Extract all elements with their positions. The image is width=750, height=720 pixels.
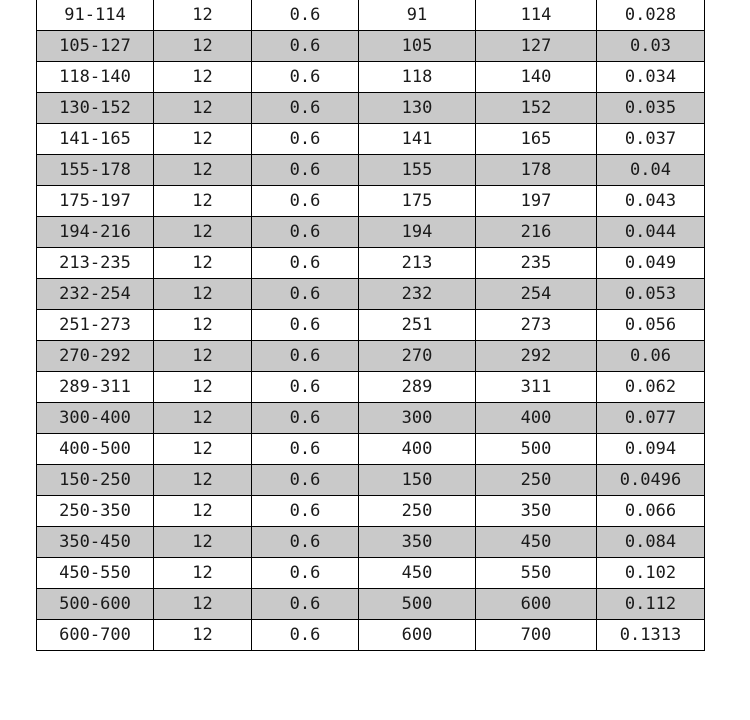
col2-cell: 12	[154, 279, 252, 310]
col3-cell: 0.6	[252, 186, 359, 217]
spec-table	[36, 0, 705, 651]
max-cell: 140	[476, 62, 597, 93]
range-cell: 450-550	[37, 558, 154, 589]
range-cell: 194-216	[37, 217, 154, 248]
max-cell: 550	[476, 558, 597, 589]
max-cell: 165	[476, 124, 597, 155]
value-cell: 0.102	[597, 558, 705, 589]
table-row	[37, 310, 705, 341]
col2-cell: 12	[154, 93, 252, 124]
col3-cell: 0.6	[252, 558, 359, 589]
value-cell: 0.062	[597, 372, 705, 403]
value-cell: 0.044	[597, 217, 705, 248]
range-cell: 250-350	[37, 496, 154, 527]
max-cell: 311	[476, 372, 597, 403]
max-cell: 127	[476, 31, 597, 62]
table-row	[37, 558, 705, 589]
value-cell: 0.112	[597, 589, 705, 620]
range-cell: 141-165	[37, 124, 154, 155]
min-cell: 141	[359, 124, 476, 155]
value-cell: 0.03	[597, 31, 705, 62]
max-cell: 400	[476, 403, 597, 434]
table-row	[37, 62, 705, 93]
col2-cell: 12	[154, 465, 252, 496]
range-cell: 300-400	[37, 403, 154, 434]
min-cell: 213	[359, 248, 476, 279]
col3-cell: 0.6	[252, 527, 359, 558]
min-cell: 450	[359, 558, 476, 589]
range-cell: 91-114	[37, 0, 154, 31]
col3-cell: 0.6	[252, 465, 359, 496]
max-cell: 450	[476, 527, 597, 558]
col3-cell: 0.6	[252, 124, 359, 155]
min-cell: 600	[359, 620, 476, 651]
table-row	[37, 217, 705, 248]
max-cell: 178	[476, 155, 597, 186]
value-cell: 0.066	[597, 496, 705, 527]
max-cell: 250	[476, 465, 597, 496]
value-cell: 0.1313	[597, 620, 705, 651]
col3-cell: 0.6	[252, 434, 359, 465]
min-cell: 300	[359, 403, 476, 434]
min-cell: 500	[359, 589, 476, 620]
min-cell: 105	[359, 31, 476, 62]
table-row	[37, 124, 705, 155]
value-cell: 0.043	[597, 186, 705, 217]
max-cell: 273	[476, 310, 597, 341]
max-cell: 500	[476, 434, 597, 465]
max-cell: 600	[476, 589, 597, 620]
max-cell: 197	[476, 186, 597, 217]
table-row	[37, 620, 705, 651]
table-row	[37, 0, 705, 31]
col3-cell: 0.6	[252, 589, 359, 620]
min-cell: 251	[359, 310, 476, 341]
range-cell: 500-600	[37, 589, 154, 620]
max-cell: 700	[476, 620, 597, 651]
min-cell: 175	[359, 186, 476, 217]
table-row	[37, 31, 705, 62]
range-cell: 600-700	[37, 620, 154, 651]
range-cell: 118-140	[37, 62, 154, 93]
col2-cell: 12	[154, 434, 252, 465]
value-cell: 0.04	[597, 155, 705, 186]
col2-cell: 12	[154, 527, 252, 558]
table-row	[37, 496, 705, 527]
col3-cell: 0.6	[252, 93, 359, 124]
value-cell: 0.037	[597, 124, 705, 155]
range-cell: 289-311	[37, 372, 154, 403]
col2-cell: 12	[154, 589, 252, 620]
min-cell: 289	[359, 372, 476, 403]
col2-cell: 12	[154, 217, 252, 248]
col3-cell: 0.6	[252, 620, 359, 651]
col2-cell: 12	[154, 62, 252, 93]
max-cell: 254	[476, 279, 597, 310]
col2-cell: 12	[154, 186, 252, 217]
value-cell: 0.06	[597, 341, 705, 372]
table-row	[37, 93, 705, 124]
value-cell: 0.049	[597, 248, 705, 279]
table-row	[37, 248, 705, 279]
max-cell: 235	[476, 248, 597, 279]
col2-cell: 12	[154, 31, 252, 62]
min-cell: 155	[359, 155, 476, 186]
table-row	[37, 186, 705, 217]
col2-cell: 12	[154, 620, 252, 651]
max-cell: 216	[476, 217, 597, 248]
col3-cell: 0.6	[252, 217, 359, 248]
table-row	[37, 434, 705, 465]
min-cell: 350	[359, 527, 476, 558]
value-cell: 0.035	[597, 93, 705, 124]
table-row	[37, 465, 705, 496]
col2-cell: 12	[154, 372, 252, 403]
min-cell: 270	[359, 341, 476, 372]
value-cell: 0.028	[597, 0, 705, 31]
max-cell: 292	[476, 341, 597, 372]
range-cell: 155-178	[37, 155, 154, 186]
value-cell: 0.0496	[597, 465, 705, 496]
col3-cell: 0.6	[252, 248, 359, 279]
col3-cell: 0.6	[252, 62, 359, 93]
table-body	[37, 0, 705, 651]
range-cell: 105-127	[37, 31, 154, 62]
col2-cell: 12	[154, 0, 252, 31]
table-row	[37, 527, 705, 558]
col2-cell: 12	[154, 341, 252, 372]
min-cell: 250	[359, 496, 476, 527]
col3-cell: 0.6	[252, 31, 359, 62]
table-row	[37, 589, 705, 620]
col3-cell: 0.6	[252, 310, 359, 341]
range-cell: 350-450	[37, 527, 154, 558]
value-cell: 0.077	[597, 403, 705, 434]
col2-cell: 12	[154, 403, 252, 434]
col2-cell: 12	[154, 124, 252, 155]
value-cell: 0.053	[597, 279, 705, 310]
table-row	[37, 403, 705, 434]
col3-cell: 0.6	[252, 496, 359, 527]
table-row	[37, 372, 705, 403]
range-cell: 270-292	[37, 341, 154, 372]
min-cell: 130	[359, 93, 476, 124]
min-cell: 400	[359, 434, 476, 465]
range-cell: 150-250	[37, 465, 154, 496]
col2-cell: 12	[154, 155, 252, 186]
range-cell: 232-254	[37, 279, 154, 310]
value-cell: 0.084	[597, 527, 705, 558]
col2-cell: 12	[154, 496, 252, 527]
min-cell: 118	[359, 62, 476, 93]
min-cell: 150	[359, 465, 476, 496]
col3-cell: 0.6	[252, 0, 359, 31]
range-cell: 213-235	[37, 248, 154, 279]
col3-cell: 0.6	[252, 155, 359, 186]
table-row	[37, 155, 705, 186]
value-cell: 0.034	[597, 62, 705, 93]
min-cell: 232	[359, 279, 476, 310]
max-cell: 152	[476, 93, 597, 124]
range-cell: 251-273	[37, 310, 154, 341]
range-cell: 400-500	[37, 434, 154, 465]
col3-cell: 0.6	[252, 403, 359, 434]
col2-cell: 12	[154, 248, 252, 279]
table-row	[37, 279, 705, 310]
col3-cell: 0.6	[252, 372, 359, 403]
max-cell: 350	[476, 496, 597, 527]
col3-cell: 0.6	[252, 279, 359, 310]
value-cell: 0.056	[597, 310, 705, 341]
col2-cell: 12	[154, 558, 252, 589]
min-cell: 91	[359, 0, 476, 31]
range-cell: 175-197	[37, 186, 154, 217]
col2-cell: 12	[154, 310, 252, 341]
col3-cell: 0.6	[252, 341, 359, 372]
table-row	[37, 341, 705, 372]
value-cell: 0.094	[597, 434, 705, 465]
range-cell: 130-152	[37, 93, 154, 124]
max-cell: 114	[476, 0, 597, 31]
min-cell: 194	[359, 217, 476, 248]
